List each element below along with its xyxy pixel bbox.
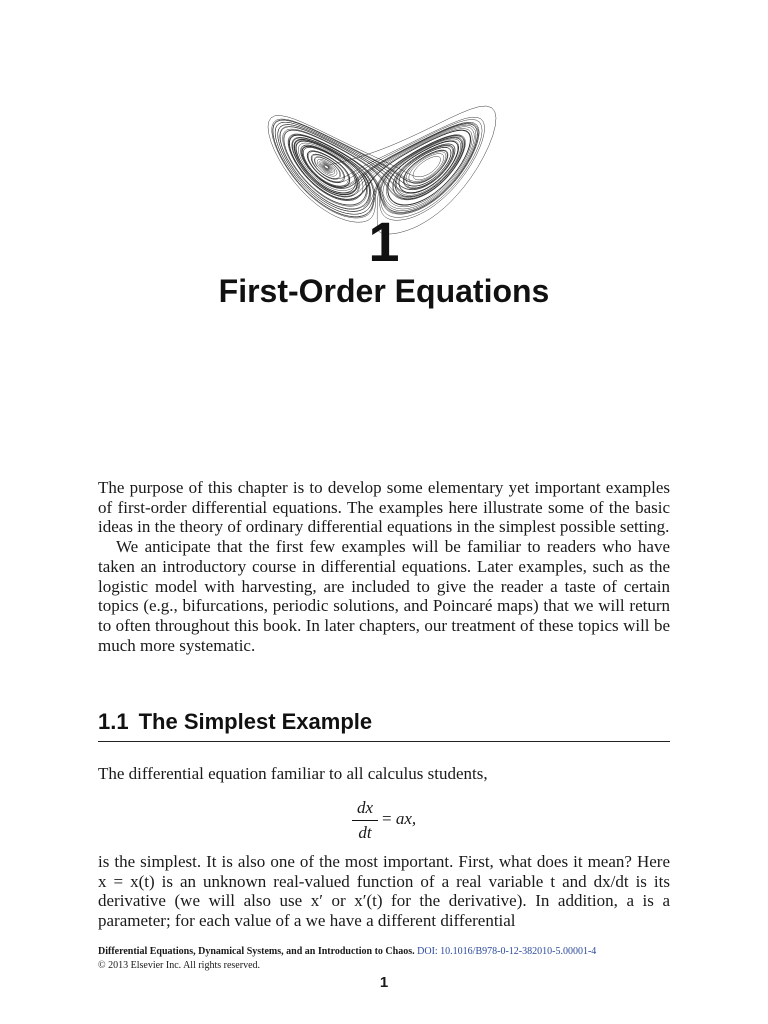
footer-doi-link[interactable]: DOI: 10.1016/B978-0-12-382010-5.00001-4 xyxy=(417,946,597,957)
footer-copyright: © 2013 Elsevier Inc. All rights reserved. xyxy=(98,960,261,971)
section-number: 1.1 xyxy=(98,709,129,734)
footer-book-title: Differential Equations, Dynamical Systems, and an Introduction to Chaos. xyxy=(98,946,415,957)
intro-paragraph-1: The purpose of this chapter is to develop some elementary yet important examples of first-order differential equations. The examples here illustrate some of the basic ideas in the theory of ordinary differential equations in the simplest possible setting. xyxy=(98,478,670,537)
section-intro-text: The differential equation familiar to all calculus students, xyxy=(98,764,488,783)
section-body-text: is the simplest. It is also one of the most important. First, what does it mean? Here x = x(t) is an unknown real-valued function of a real variable t and dx/dt is its derivative (we will also use x′ or x′(t) for the derivative). In addition, a is a parameter; for each value of a we have a different differential xyxy=(98,852,670,931)
intro-text xyxy=(98,478,670,655)
section-heading xyxy=(98,707,670,742)
equation-denominator: dt xyxy=(358,823,372,842)
page-footer xyxy=(98,945,670,973)
equation-rhs xyxy=(382,809,416,829)
chapter-title: First-Order Equations xyxy=(218,273,550,309)
section-intro xyxy=(98,764,670,784)
page-number: 1 xyxy=(379,974,389,991)
section-body xyxy=(98,852,670,931)
fraction-bar xyxy=(352,820,378,821)
equals-sign: = xyxy=(382,809,392,828)
section-title: The Simplest Example xyxy=(138,709,373,734)
display-equation xyxy=(340,798,460,844)
footer-citation xyxy=(98,945,670,959)
intro-paragraph-2: We anticipate that the first few examples will be familiar to readers who have taken an introductory course in differential equations. Later examples, such as the logistic model with harvesting, are included to give the reader a taste of certain topics (e.g., bifurcations, periodic solutions, and Poincaré maps) that we will return to often throughout this book. In later chapters, our treatment of these topics will be much more systematic. xyxy=(98,537,670,655)
equation-fraction xyxy=(352,798,378,843)
equation-numerator: dx xyxy=(356,798,374,817)
chapter-number: 1 xyxy=(368,210,400,273)
equation-rhs-expression: ax, xyxy=(395,809,417,828)
